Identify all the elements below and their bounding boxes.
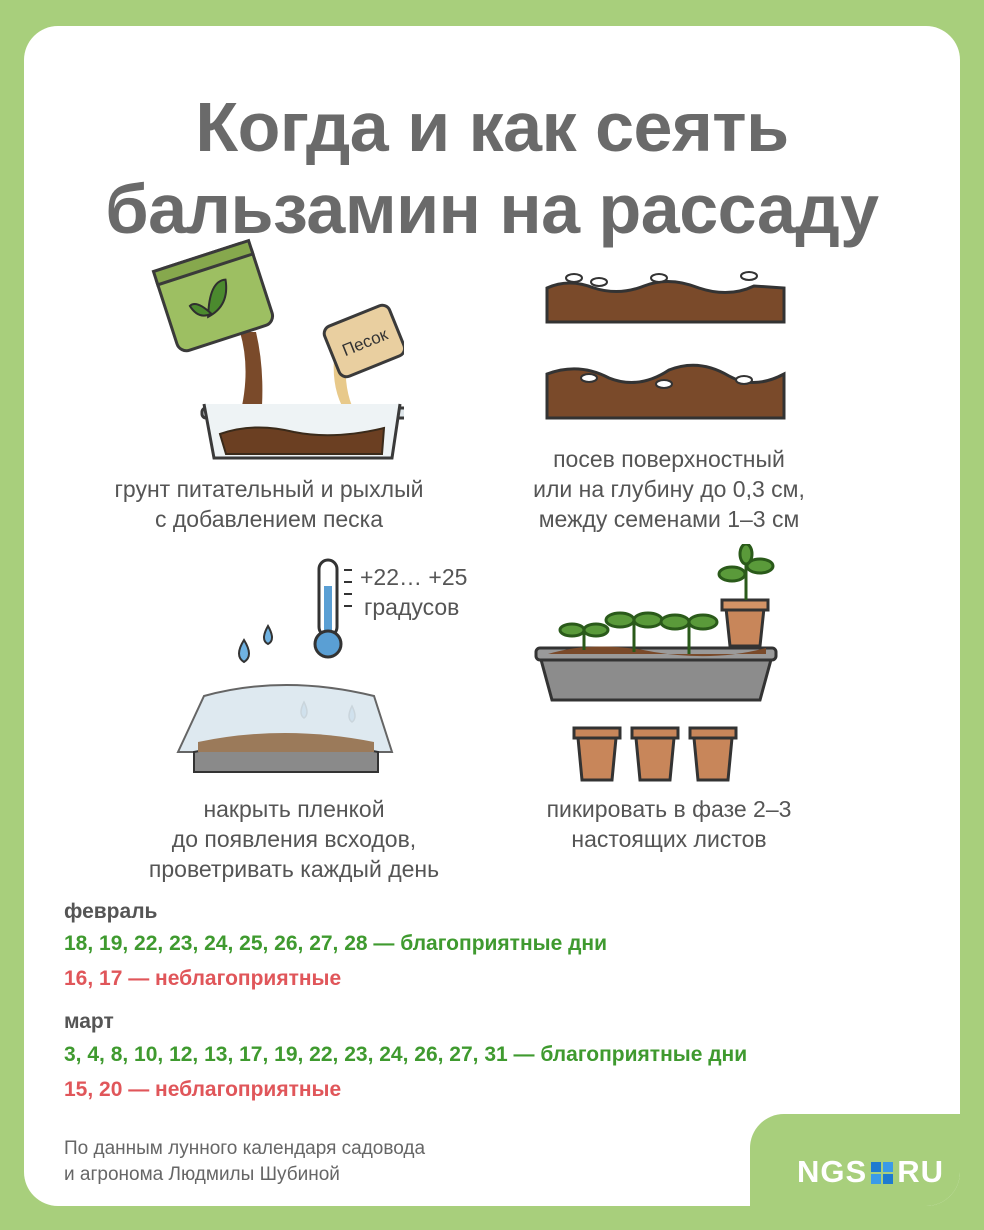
seedlings-and-pots-icon [534,544,784,784]
source-note: По данным лунного календаря садовода и агронома Людмилы Шубиной [64,1138,426,1185]
sand-bag-label: Песок [339,324,391,361]
step-2-caption: посев поверхностный или на глубину до 0,3 см, между семенами 1–3 см [533,446,805,532]
soil-and-sand-bags-icon [144,236,404,461]
feb-good-days: 18, 19, 22, 23, 24, 25, 26, 27, 28 — благоприятные дни [64,932,608,955]
temperature-label: +22… +25 градусов [360,564,468,620]
seed-depth-icon [539,266,789,426]
page-title [24,86,960,250]
mar-good-days: 3, 4, 8, 10, 12, 13, 17, 19, 22, 23, 24, 26, 27, 31 — благоприятные дни [64,1043,748,1066]
infographic-card [24,26,960,1206]
feb-bad-days: 16, 17 — неблагоприятные [64,967,342,990]
title-line-1: Когда и как сеять [195,88,789,166]
thermometer-icon [315,560,352,657]
logo-square-icon [871,1162,893,1184]
step-3-caption: накрыть пленкой до появления всходов, проветривать каждый день [148,796,440,882]
step-4-caption: пикировать в фазе 2–3 настоящих листов [546,796,792,852]
step-1-caption: грунт питательный и рыхлый с добавлением песка [114,476,424,532]
mar-label: март [64,1010,114,1033]
feb-label: февраль [64,900,158,923]
mar-bad-days: 15, 20 — неблагоприятные [64,1078,342,1101]
ngs-logo[interactable]: NGS RU [797,1154,944,1189]
logo-box [750,1114,960,1206]
title-line-2: бальзамин на рассаду [105,170,879,248]
